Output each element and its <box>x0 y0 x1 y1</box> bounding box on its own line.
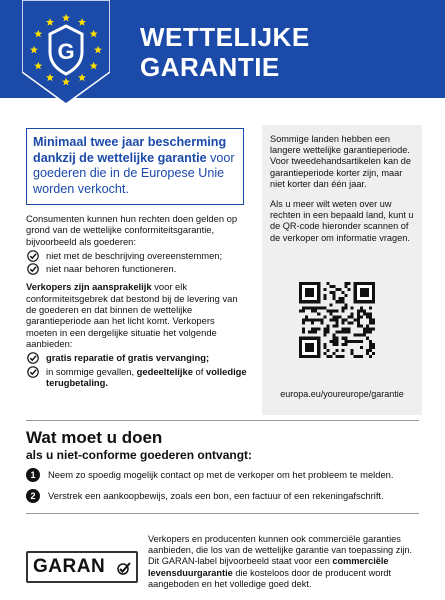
garantie-link[interactable]: europa.eu/youreurope/garantie <box>280 389 404 399</box>
checkmark-icon <box>116 561 132 575</box>
info-sidebar <box>262 125 422 415</box>
header-banner <box>0 0 445 98</box>
what-to-do-subtitle: als u niet-conforme goederen ontvangt: <box>26 448 253 462</box>
what-to-do-title: Wat moet u doen <box>26 428 163 447</box>
list-item: niet met de beschrijving overeenstemmen; <box>26 250 248 261</box>
intro-box <box>26 128 244 205</box>
commercial-guarantee-text: Verkopers en producenten kunnen ook commerciële garanties aanbieden, die los van de wettelijke garantie van toepassing zijn. Dit GARAN-label bijvoorbeeld staat voor een commerciële levensduurgarantie die kosteloos door de producent wordt aangeboden en het volledige goed dekt. <box>148 534 413 589</box>
checkmark-icon <box>27 250 39 262</box>
checkmark-icon <box>27 352 39 364</box>
step-text: Verstrek een aankoopbewijs, zoals een bon, een factuur of een rekeningafschrift. <box>48 490 384 501</box>
checkmark-icon <box>27 366 39 378</box>
consumers-text: Consumenten kunnen hun rechten doen gelden op grond van de wettelijke conformiteitsgarantie, bijvoorbeeld als goederen: <box>26 213 238 247</box>
list-item: gratis reparatie of gratis vervanging; <box>26 352 248 363</box>
side-paragraph-2: Als u meer wilt weten over uw rechten in een bepaald land, kunt u de QR-code hieronder scannen of de verkoper om informatie vragen. <box>270 199 414 243</box>
intro-bold: Minimaal twee jaar bescherming dankzij de wettelijke garantie <box>33 135 227 165</box>
step-number: 1 <box>26 468 40 482</box>
title-line-1: WETTELIJKE <box>140 22 310 52</box>
sellers-text: Verkopers zijn aansprakelijk voor elk conformiteitsgebrek dat bestond bij de levering van de goederen en dat binnen de wettelijke garantieperiode aan het licht komt. Verkopers moeten in een dergelijke situatie het volgende aanbieden: <box>26 281 238 349</box>
step-text: Neem zo spoedig mogelijk contact op met de verkoper om het probleem te melden. <box>48 469 394 480</box>
step-number: 2 <box>26 489 40 503</box>
step-item <box>26 489 426 507</box>
qr-code-icon[interactable] <box>299 282 375 358</box>
divider <box>26 513 419 514</box>
intro-rest: voor goederen die in de Europese Unie worden verkocht. <box>33 150 235 196</box>
consumer-rights-section <box>26 213 248 395</box>
seller-bullets <box>26 352 248 388</box>
step-item <box>26 468 426 486</box>
list-item: in sommige gevallen, gedeeltelijke of volledige terugbetaling. <box>26 366 248 389</box>
list-item: niet naar behoren functioneren. <box>26 263 248 274</box>
eu-shield-icon <box>22 0 110 104</box>
divider <box>26 420 419 421</box>
checkmark-icon <box>27 263 39 275</box>
garan-logo: GARAN <box>26 551 138 583</box>
svg-text:G: G <box>57 39 75 64</box>
side-paragraph-1: Sommige landen hebben een langere wettelijke garantieperiode. Voor tweedehandsartikelen kan de garantieperiode korter zijn, maar niet korter dan één jaar. <box>270 134 411 189</box>
consumer-bullets <box>26 250 248 275</box>
title-line-2: GARANTIE <box>140 52 280 82</box>
steps-list <box>26 468 426 510</box>
page-title <box>140 22 310 82</box>
